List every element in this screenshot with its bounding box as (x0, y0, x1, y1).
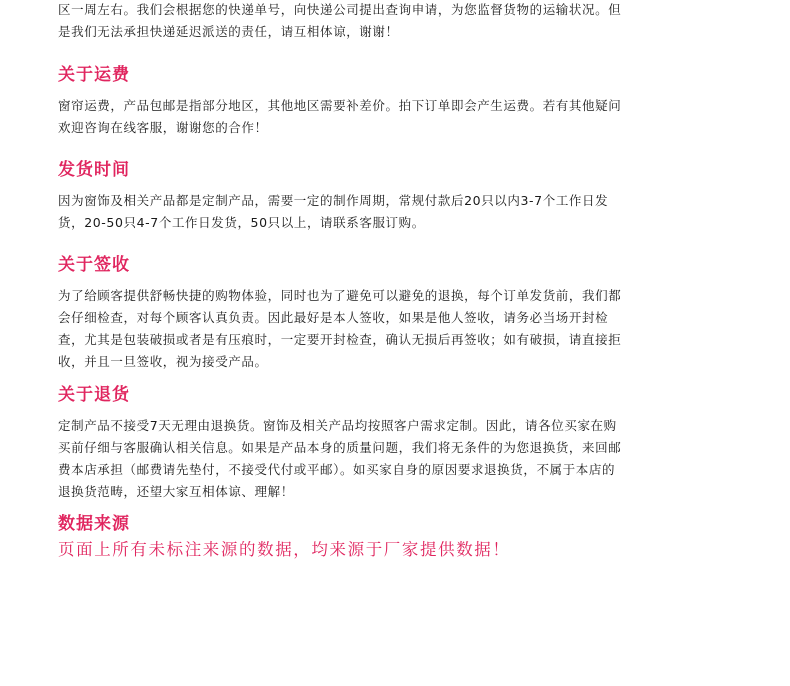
body-line: 为了给顾客提供舒畅快捷的购物体验，同时也为了避免可以避免的退换，每个订单发货前，我们都 (58, 288, 622, 303)
body-line: 买前仔细与客服确认相关信息。如果是产品本身的质量问题，我们将无条件的为您退换货，来回邮 (58, 440, 622, 455)
body-line: 因为窗饰及相关产品都是定制产品，需要一定的制作周期，常规付款后20只以内3-7个工作日发 (58, 193, 609, 208)
body-line: 退换货范畴，还望大家互相体谅、理解！ (58, 484, 294, 499)
section-title: 发货时间 (58, 160, 130, 180)
body-line: 查，尤其是包装破损或者是有压痕时，一定要开封检查，确认无损后再签收；如有破损，请直接拒 (58, 332, 622, 347)
section-body (58, 415, 621, 503)
section-delivery-time (58, 159, 608, 234)
body-line: 会仔细检查，对每个顾客认真负责。因此最好是本人签收，如果是他人签收，请务必当场开封检 (58, 310, 609, 325)
body-line: 费本店承担（邮费请先垫付，不接受代付或平邮）。如买家自身的原因要求退换货，不属于本店的 (58, 462, 616, 477)
body-line: 收，并且一旦签收，视为接受产品。 (58, 354, 268, 369)
body-line: 货，20-50只4-7个工作日发货，50只以上，请联系客服订购。 (58, 215, 425, 230)
section-title: 关于退货 (58, 385, 130, 405)
section-data-source (58, 513, 511, 561)
intro-paragraph (58, 0, 621, 43)
section-body (58, 95, 621, 139)
intro-line: 区一周左右。我们会根据您的快递单号，向快递公司提出查询申请，为您监督货物的运输状况。但 (58, 2, 622, 17)
section-body (58, 190, 608, 234)
section-receipt (58, 254, 621, 373)
section-title: 数据来源 (58, 514, 130, 534)
body-line: 欢迎咨询在线客服，谢谢您的合作！ (58, 120, 268, 135)
intro-line: 是我们无法承担快递延迟派送的责任，请互相体谅，谢谢！ (58, 24, 399, 39)
section-title: 关于运费 (58, 65, 130, 85)
section-title: 关于签收 (58, 255, 130, 275)
body-line: 窗帘运费，产品包邮是指部分地区，其他地区需要补差价。拍下订单即会产生运费。若有其他疑问 (58, 98, 622, 113)
data-source-notice: 页面上所有未标注来源的数据，均来源于厂家提供数据！ (58, 540, 511, 559)
body-line: 定制产品不接受7天无理由退换货。窗饰及相关产品均按照客户需求定制。因此，请各位买家在购 (58, 418, 617, 433)
section-body (58, 285, 621, 373)
section-shipping-fee (58, 64, 621, 139)
section-returns (58, 384, 621, 503)
